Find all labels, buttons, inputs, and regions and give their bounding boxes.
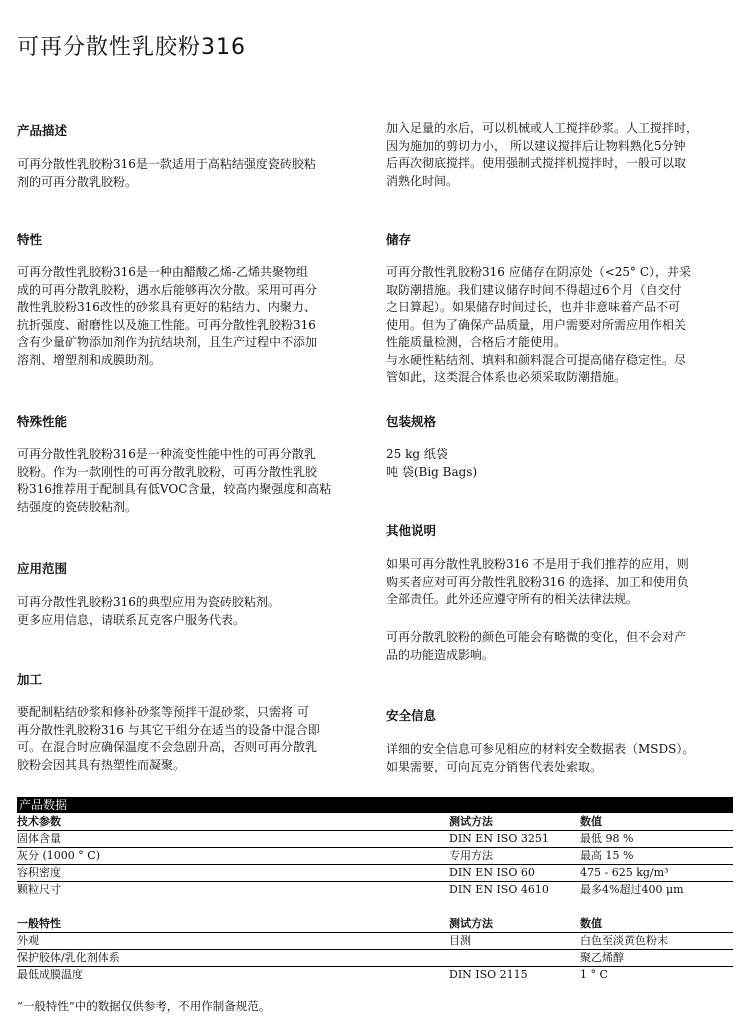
application-text: 可再分散性乳胶粉316的典型应用为瓷砖胶粘剂。 更多应用信息，请联系瓦克客户服务代表。 bbox=[17, 595, 280, 627]
section-heading-packaging: 包装规格 bbox=[386, 414, 437, 429]
section-heading-storage: 储存 bbox=[386, 232, 412, 247]
section-heading-other: 其他说明 bbox=[386, 523, 437, 538]
table-divider bbox=[17, 847, 733, 848]
processing-text: 要配制粘结砂浆和修补砂浆等预拌干混砂浆，只需将 可 再分散性乳胶粉316 与其它干组分在适当的设备中混合即 可。在混合时应确保温度不会急剧升高，否则可再分散乳 胶粉会因其具有热塑性而凝聚。 bbox=[17, 705, 320, 772]
features-text: 可再分散性乳胶粉316是一种由醋酸乙烯-乙烯共聚物组 成的可再分散乳胶粉，遇水后能够再次分散。采用可再分 散性乳胶粉316改性的砂浆具有更好的粘结力、内聚力、 抗折强度、耐磨性以及施工性能。可再分散性乳胶粉316 含有少量矿物添加剂作为抗结块剂，且生产过程中不添加 溶剂、增塑剂和成膜助剂。 bbox=[17, 265, 318, 367]
table-divider bbox=[17, 830, 733, 831]
safety-text: 详细的安全信息可参见相应的材料安全数据表（MSDS）。 如果需要，可向瓦克分销售代表处索取。 bbox=[386, 742, 695, 774]
other-text-2: 可再分散乳胶粉的颜色可能会有略微的变化，但不会对产 品的功能造成影响。 bbox=[386, 630, 687, 662]
other-text: 如果可再分散性乳胶粉316 不是用于我们推荐的应用，则 购买者应对可再分散性乳胶粉316 的选择、加工和使用负 全部责任。此外还应遵守所有的相关法律法规。 bbox=[386, 557, 689, 606]
storage-text: 可再分散性乳胶粉316 应储存在阴凉处（<25° C），并采 取防潮措施。我们建议储存时间不得超过6个月（自交付 之日算起）。如果储存时间过长，也并非意味着产品不可 使用。但为了确保产品质量，用户需要对所需应用作相关 性能质量检测，合格后才能使用。 与水硬性粘结剂、填料和颜料混合可提高储存稳定性。尽 管如此，这类混合体系也必须采取防潮措施。 bbox=[386, 265, 692, 384]
processing-continued-text: 加入足量的水后，可以机械或人工搅拌砂浆。人工搅拌时， 因为施加的剪切力小， 所以建议搅拌后让物料熟化5分钟 后再次彻底搅拌。使用强制式搅拌机搅拌时，一般可以取 消熟化时间。 bbox=[386, 121, 699, 188]
table-row: 保护胶体/乳化剂体系 聚乙烯醇 bbox=[17, 951, 624, 964]
page-title: 可再分散性乳胶粉316 bbox=[17, 35, 246, 60]
table-row: 固体含量 DIN EN ISO 3251 最低 98 % bbox=[17, 832, 634, 845]
section-heading-description: 产品描述 bbox=[17, 123, 68, 138]
table-divider bbox=[17, 864, 733, 865]
section-heading-features: 特性 bbox=[17, 232, 43, 247]
section-heading-application: 应用范围 bbox=[17, 561, 68, 576]
table-row: 灰分 (1000 ° C) 专用方法 最高 15 % bbox=[17, 849, 634, 862]
table-divider bbox=[17, 949, 733, 950]
section-heading-processing: 加工 bbox=[17, 672, 43, 687]
packaging-text: 25 kg 纸袋 吨 袋(Big Bags) bbox=[386, 447, 478, 479]
table-row: 最低成膜温度 DIN ISO 2115 1 ° C bbox=[17, 968, 608, 981]
table-divider bbox=[17, 966, 733, 967]
special-text: 可再分散性乳胶粉316是一种流变性能中性的可再分散乳 胶粉。作为一款刚性的可再分散乳胶粉，可再分散性乳胶 粉316推荐用于配制具有低VOC含量，较高内聚强度和高粘 结强度的瓷砖胶粘剂。 bbox=[17, 447, 332, 514]
table-row: 颗粒尺寸 DIN EN ISO 4610 最多4%超过400 μm bbox=[17, 883, 684, 896]
product-data-band: 产品数据 bbox=[17, 797, 733, 813]
section-heading-special: 特殊性能 bbox=[17, 414, 68, 429]
table-divider bbox=[17, 932, 733, 933]
section-heading-safety: 安全信息 bbox=[386, 708, 437, 723]
table-row: 容积密度 DIN EN ISO 60 475 - 625 kg/m³ bbox=[17, 866, 669, 879]
description-text: 可再分散性乳胶粉316是一款适用于高粘结强度瓷砖胶粘 剂的可再分散乳胶粉。 bbox=[17, 157, 316, 189]
table-divider bbox=[17, 881, 733, 882]
table-row: 外观 目测 白色至淡黄色粉末 bbox=[17, 934, 668, 947]
table-footnote: “一般特性”中的数据仅供参考，不用作制备规范。 bbox=[17, 999, 271, 1013]
tech-header-row: 技术参数 测试方法 数值 bbox=[17, 815, 602, 828]
general-header-row: 一般特性 测试方法 数值 bbox=[17, 917, 602, 930]
